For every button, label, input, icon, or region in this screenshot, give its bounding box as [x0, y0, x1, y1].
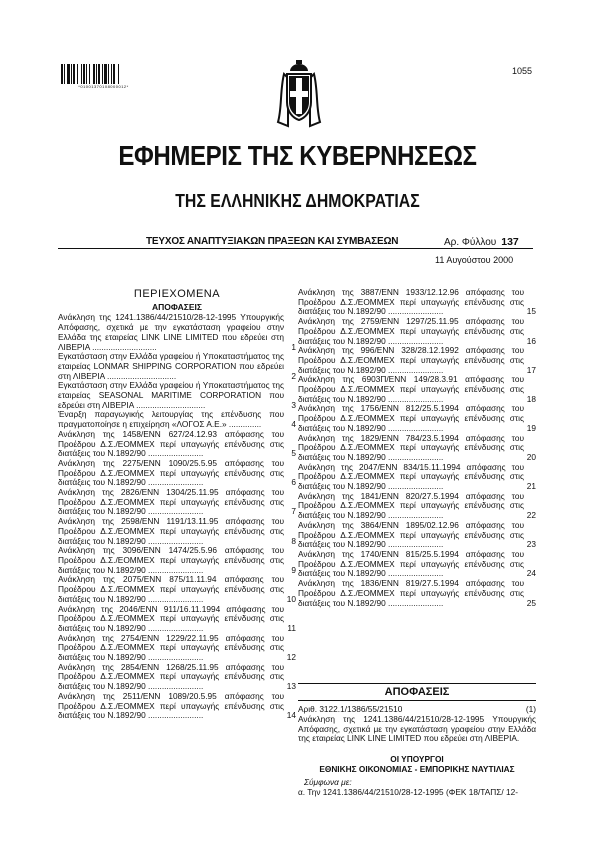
ministers-title: ΟΙ ΥΠΟΥΡΓΟΙ — [390, 754, 444, 764]
toc-entry-page: 22 — [526, 510, 536, 521]
toc-entry — [298, 463, 536, 492]
toc-entry — [58, 605, 296, 634]
toc-entry-page: 10 — [286, 593, 296, 604]
toc-entry — [58, 517, 296, 546]
toc-entry-page: 6 — [291, 477, 296, 488]
considering-block — [298, 778, 536, 797]
toc-entry-text: Ανάκληση της 3887/ΕΝΝ 1933/12.12.96 απόφασης του Προέδρου Δ.Σ./ΕΟΜΜΕΧ περί υπαγωγής επένδυσης στις διατάξεις του Ν.1892/90 ........................ — [298, 287, 524, 317]
toc-entry — [298, 492, 536, 521]
toc-section-heading: ΑΠΟΦΑΣΕΙΣ — [151, 301, 202, 312]
toc-entry-page: 7 — [291, 506, 296, 517]
toc-right-column — [298, 288, 536, 608]
toc-entry-text: Ανάκληση της 1241.1386/44/21510/28-12-1995 Υπουργικής Απόφασης, σχετικά με την εγκατάσταση γραφείου στην Ελλάδα της εταιρείας LINK LINE LIMITED που εδρεύει στη ΛΙΒΕΡΙΑ ............................ — [58, 312, 284, 352]
toc-entry-text: Ανάκληση της 2047/ΕΝΝ 834/15.11.1994 απόφασης του Προέδρου Δ.Σ./ΕΟΜΜΕΧ περί υπαγωγής επένδυσης στις διατάξεις του Ν.1892/90 ........................ — [298, 461, 524, 492]
toc-entry-page: 16 — [526, 335, 536, 346]
issue-number — [444, 236, 519, 248]
toc-entry-page: 5 — [291, 448, 296, 459]
toc-entry-text: Έναρξη παραγωγικής λειτουργίας της επένδυσης που πραγματοποίησε η επιχείρηση «ΛΟΓΟΣ Α.Ε.» .............. — [58, 409, 284, 430]
toc-entry-text: Ανάκληση της 3864/ΕΝΝ 1895/02.12.96 απόφασης του Προέδρου Δ.Σ./ΕΟΜΜΕΧ περί υπαγωγής επένδυσης στις διατάξεις του Ν.1892/90 ........................ — [298, 519, 524, 550]
toc-entry-text: Ανάκληση της 2046/ΕΝΝ 911/16.11.1994 απόφασης του Προέδρου Δ.Σ./ΕΟΜΜΕΧ περί υπαγωγής επένδυσης στις διατάξεις του Ν.1892/90 ........................ — [58, 603, 284, 633]
toc-entry — [298, 346, 536, 375]
decision-number — [298, 704, 536, 714]
toc-entry-text: Ανάκληση της 1841/ΕΝΝ 820/27.5.1994 απόφασης του Προέδρου Δ.Σ./ΕΟΜΜΕΧ περί υπαγωγής επένδυσης στις διατάξεις του Ν.1892/90 ........................ — [298, 490, 524, 521]
gazette-title: ΕΦΗΜΕΡΙΣ ΤΗΣ ΚΥΒΕΡΝΗΣΕΩΣ — [118, 140, 477, 171]
toc-entry-text: Εγκατάσταση στην Ελλάδα γραφείου ή Υποκαταστήματος της εταιρείας LONMAR SHIPPING CORPORATION που εδρεύει στη ΛΙΒΕΡΙΑ .............................. — [58, 351, 284, 381]
toc-entry-page: 11 — [287, 622, 296, 633]
toc-left-column — [58, 290, 296, 721]
barcode-bar — [119, 64, 120, 84]
toc-entry — [58, 430, 296, 459]
toc-entry-text: Ανάκληση της 1829/ΕΝΝ 784/23.5.1994 απόφασης του Προέδρου Δ.Σ./ΕΟΜΜΕΧ περί υπαγωγής επένδυσης στις διατάξεις του Ν.1892/90 ........................ — [298, 432, 524, 462]
toc-entry — [58, 381, 296, 410]
toc-entry — [298, 521, 536, 550]
toc-entry — [298, 375, 536, 404]
toc-entry — [298, 288, 536, 317]
toc-left-list — [58, 313, 296, 721]
toc-entry — [58, 575, 296, 604]
toc-entry-page: 25 — [526, 597, 536, 608]
toc-entry-page: 21 — [526, 481, 536, 492]
toc-entry — [298, 550, 536, 579]
toc-right-list — [298, 288, 536, 608]
toc-entry — [58, 634, 296, 663]
ministers-block — [298, 754, 536, 774]
toc-entry-page: 17 — [526, 364, 536, 375]
toc-entry — [58, 352, 296, 381]
toc-entry-text: Ανάκληση της 2075/ΕΝΝ 875/11.11.94 απόφασης του Προέδρου Δ.Σ./ΕΟΜΜΕΧ περί υπαγωγής επένδυσης στις διατάξεις του Ν.1892/90 ........................ — [58, 574, 284, 604]
decision-marker: (1) — [525, 704, 536, 714]
toc-entry — [58, 546, 296, 575]
toc-entry-text: Ανάκληση της 6903Π/ΕΝΝ 149/28.3.91 απόφασης του Προέδρου Δ.Σ./ΕΟΜΜΕΧ περί υπαγωγής επένδυσης στις διατάξεις του Ν.1892/90 ........................ — [298, 374, 524, 404]
decision-number-text: Αριθ. 3122.1/1386/55/21510 — [298, 704, 403, 714]
toc-entry-page: 19 — [526, 422, 536, 433]
toc-entry-page: 12 — [286, 652, 296, 663]
series-name: ΤΕΥΧΟΣ ΑΝΑΠΤΥΞΙΑΚΩΝ ΠΡΑΞΕΩΝ ΚΑΙ ΣΥΜΒΑΣΕΩΝ — [146, 236, 399, 247]
toc-entry-page: 15 — [526, 306, 536, 317]
toc-entry — [298, 434, 536, 463]
toc-entry-text: Ανάκληση της 2511/ΕΝΝ 1089/20.5.95 απόφασης του Προέδρου Δ.Σ./ΕΟΜΜΕΧ περί υπαγωγής επένδυσης στις διατάξεις του Ν.1892/90 ........................ — [58, 690, 284, 721]
considering-label: Σύμφωνα με: — [304, 777, 352, 787]
gazette-subtitle: ΤΗΣ ΕΛΛΗΝΙΚΗΣ ΔΗΜΟΚΡΑΤΙΑΣ — [175, 191, 420, 211]
toc-entry-page: 8 — [291, 535, 296, 546]
toc-entry — [298, 317, 536, 346]
toc-entry-page: 2 — [291, 370, 296, 381]
toc-entry — [58, 692, 296, 721]
toc-entry — [298, 579, 536, 608]
toc-entry-page: 24 — [526, 568, 536, 579]
decisions-heading: ΑΠΟΦΑΣΕΙΣ — [384, 686, 450, 698]
toc-entry-text: Ανάκληση της 2754/ΕΝΝ 1229/22.11.95 απόφασης του Προέδρου Δ.Σ./ΕΟΜΜΕΧ περί υπαγωγής επένδυσης στις διατάξεις του Ν.1892/90 ........................ — [58, 632, 284, 663]
decisions-rule-top — [298, 683, 536, 684]
toc-entry-text: Ανάκληση της 2759/ΕΝΝ 1297/25.11.95 απόφασης του Προέδρου Δ.Σ./ΕΟΜΜΕΧ περί υπαγωγής επένδυσης στις διατάξεις του Ν.1892/90 ........................ — [298, 316, 524, 346]
toc-entry-page: 4 — [291, 419, 296, 430]
toc-entry-page: 1 — [291, 341, 296, 352]
toc-entry-page: 13 — [286, 681, 296, 692]
toc-entry — [58, 663, 296, 692]
barcode — [61, 64, 146, 84]
decisions-rule-bottom — [298, 700, 536, 701]
toc-entry-text: Ανάκληση της 2275/ΕΝΝ 1090/25.5.95 απόφασης του Προέδρου Δ.Σ./ΕΟΜΜΕΧ περί υπαγωγής επένδυσης στις διατάξεις του Ν.1892/90 ........................ — [58, 457, 284, 488]
toc-entry-text: Ανάκληση της 2598/ΕΝΝ 1191/13.11.95 απόφασης του Προέδρου Δ.Σ./ΕΟΜΜΕΧ περί υπαγωγής επένδυσης στις διατάξεις του Ν.1892/90 ........................ — [58, 516, 284, 546]
coat-of-arms-icon — [276, 60, 322, 128]
issue-label: Αρ. Φύλλου — [444, 237, 497, 248]
toc-entry-text: Ανάκληση της 996/ΕΝΝ 328/28.12.1992 απόφασης του Προέδρου Δ.Σ./ΕΟΜΜΕΧ περί υπαγωγής επένδυσης στις διατάξεις του Ν.1892/90 ........................ — [298, 345, 524, 375]
toc-heading: ΠΕΡΙΕΧΟΜΕΝΑ — [133, 288, 221, 300]
toc-entry-page: 18 — [526, 393, 536, 404]
toc-entry-page: 23 — [526, 539, 536, 550]
toc-entry — [58, 410, 296, 429]
toc-entry-page: 20 — [526, 451, 536, 462]
toc-entry-page: 3 — [291, 399, 296, 410]
decision-body: Ανάκληση της 1241.1386/44/21510/28-12-1995 Υπουργικής Απόφασης, σχετικά με την εγκατάσταση γραφείου στην Ελλάδα της εταιρείας LINK LINE LIMITED που εδρεύει στη ΛΙΒΕΡΙΑ. — [298, 714, 536, 744]
toc-entry-text: Ανάκληση της 2826/ΕΝΝ 1304/25.11.95 απόφασης του Προέδρου Δ.Σ./ΕΟΜΜΕΧ περί υπαγωγής επένδυσης στις διατάξεις του Ν.1892/90 ........................ — [58, 487, 284, 517]
page-number: 1055 — [512, 66, 533, 76]
issue-value: 137 — [501, 236, 519, 248]
toc-entry — [58, 313, 296, 352]
toc-entry-text: Ανάκληση της 2854/ΕΝΝ 1268/25.11.95 απόφασης του Προέδρου Δ.Σ./ΕΟΜΜΕΧ περί υπαγωγής επένδυσης στις διατάξεις του Ν.1892/90 ........................ — [58, 661, 284, 692]
toc-entry-text: Ανάκληση της 3096/ΕΝΝ 1474/25.5.96 απόφασης του Προέδρου Δ.Σ./ΕΟΜΜΕΧ περί υπαγωγής επένδυσης στις διατάξεις του Ν.1892/90 ........................ — [58, 545, 284, 575]
toc-entry-page: 9 — [291, 564, 296, 575]
publication-date: 11 Αυγούστου 2000 — [435, 255, 514, 265]
toc-entry-text: Ανάκληση της 1756/ΕΝΝ 812/25.5.1994 απόφασης του Προέδρου Δ.Σ./ΕΟΜΜΕΧ περί υπαγωγής επένδυσης στις διατάξεις του Ν.1892/90 ........................ — [298, 403, 524, 433]
header-rule — [58, 248, 533, 249]
toc-entry-text: Εγκατάσταση στην Ελλάδα γραφείου ή Υποκαταστήματος της εταιρείας SEASONAL MARITIME CORPORATION που εδρεύει στη ΛΙΒΕΡΙΑ .............................. — [58, 380, 284, 410]
toc-entry — [58, 488, 296, 517]
toc-entry — [58, 459, 296, 488]
barcode-number: *01001370108000012* — [78, 84, 129, 89]
toc-entry-text: Ανάκληση της 1836/ΕΝΝ 819/27.5.1994 απόφασης του Προέδρου Δ.Σ./ΕΟΜΜΕΧ περί υπαγωγής επένδυσης στις διατάξεις του Ν.1892/90 ........................ — [298, 578, 524, 608]
toc-entry-page: 14 — [286, 710, 296, 721]
ministries-names: ΕΘΝΙΚΗΣ ΟΙΚΟΝΟΜΙΑΣ - ΕΜΠΟΡΙΚΗΣ ΝΑΥΤΙΛΙΑΣ — [319, 764, 515, 774]
considering-item-a: α. Την 1241.1386/44/21510/28-12-1995 (ΦΕΚ 18/ΤΑΠΣ/ 12- — [298, 786, 518, 797]
toc-entry — [298, 404, 536, 433]
toc-entry-text: Ανάκληση της 1740/ΕΝΝ 815/25.5.1994 απόφασης του Προέδρου Δ.Σ./ΕΟΜΜΕΧ περί υπαγωγής επένδυσης στις διατάξεις του Ν.1892/90 ........................ — [298, 548, 524, 579]
toc-entry-text: Ανάκληση της 1458/ΕΝΝ 627/24.12.93 απόφασης του Προέδρου Δ.Σ./ΕΟΜΜΕΧ περί υπαγωγής επένδυσης στις διατάξεις του Ν.1892/90 ........................ — [58, 428, 284, 459]
